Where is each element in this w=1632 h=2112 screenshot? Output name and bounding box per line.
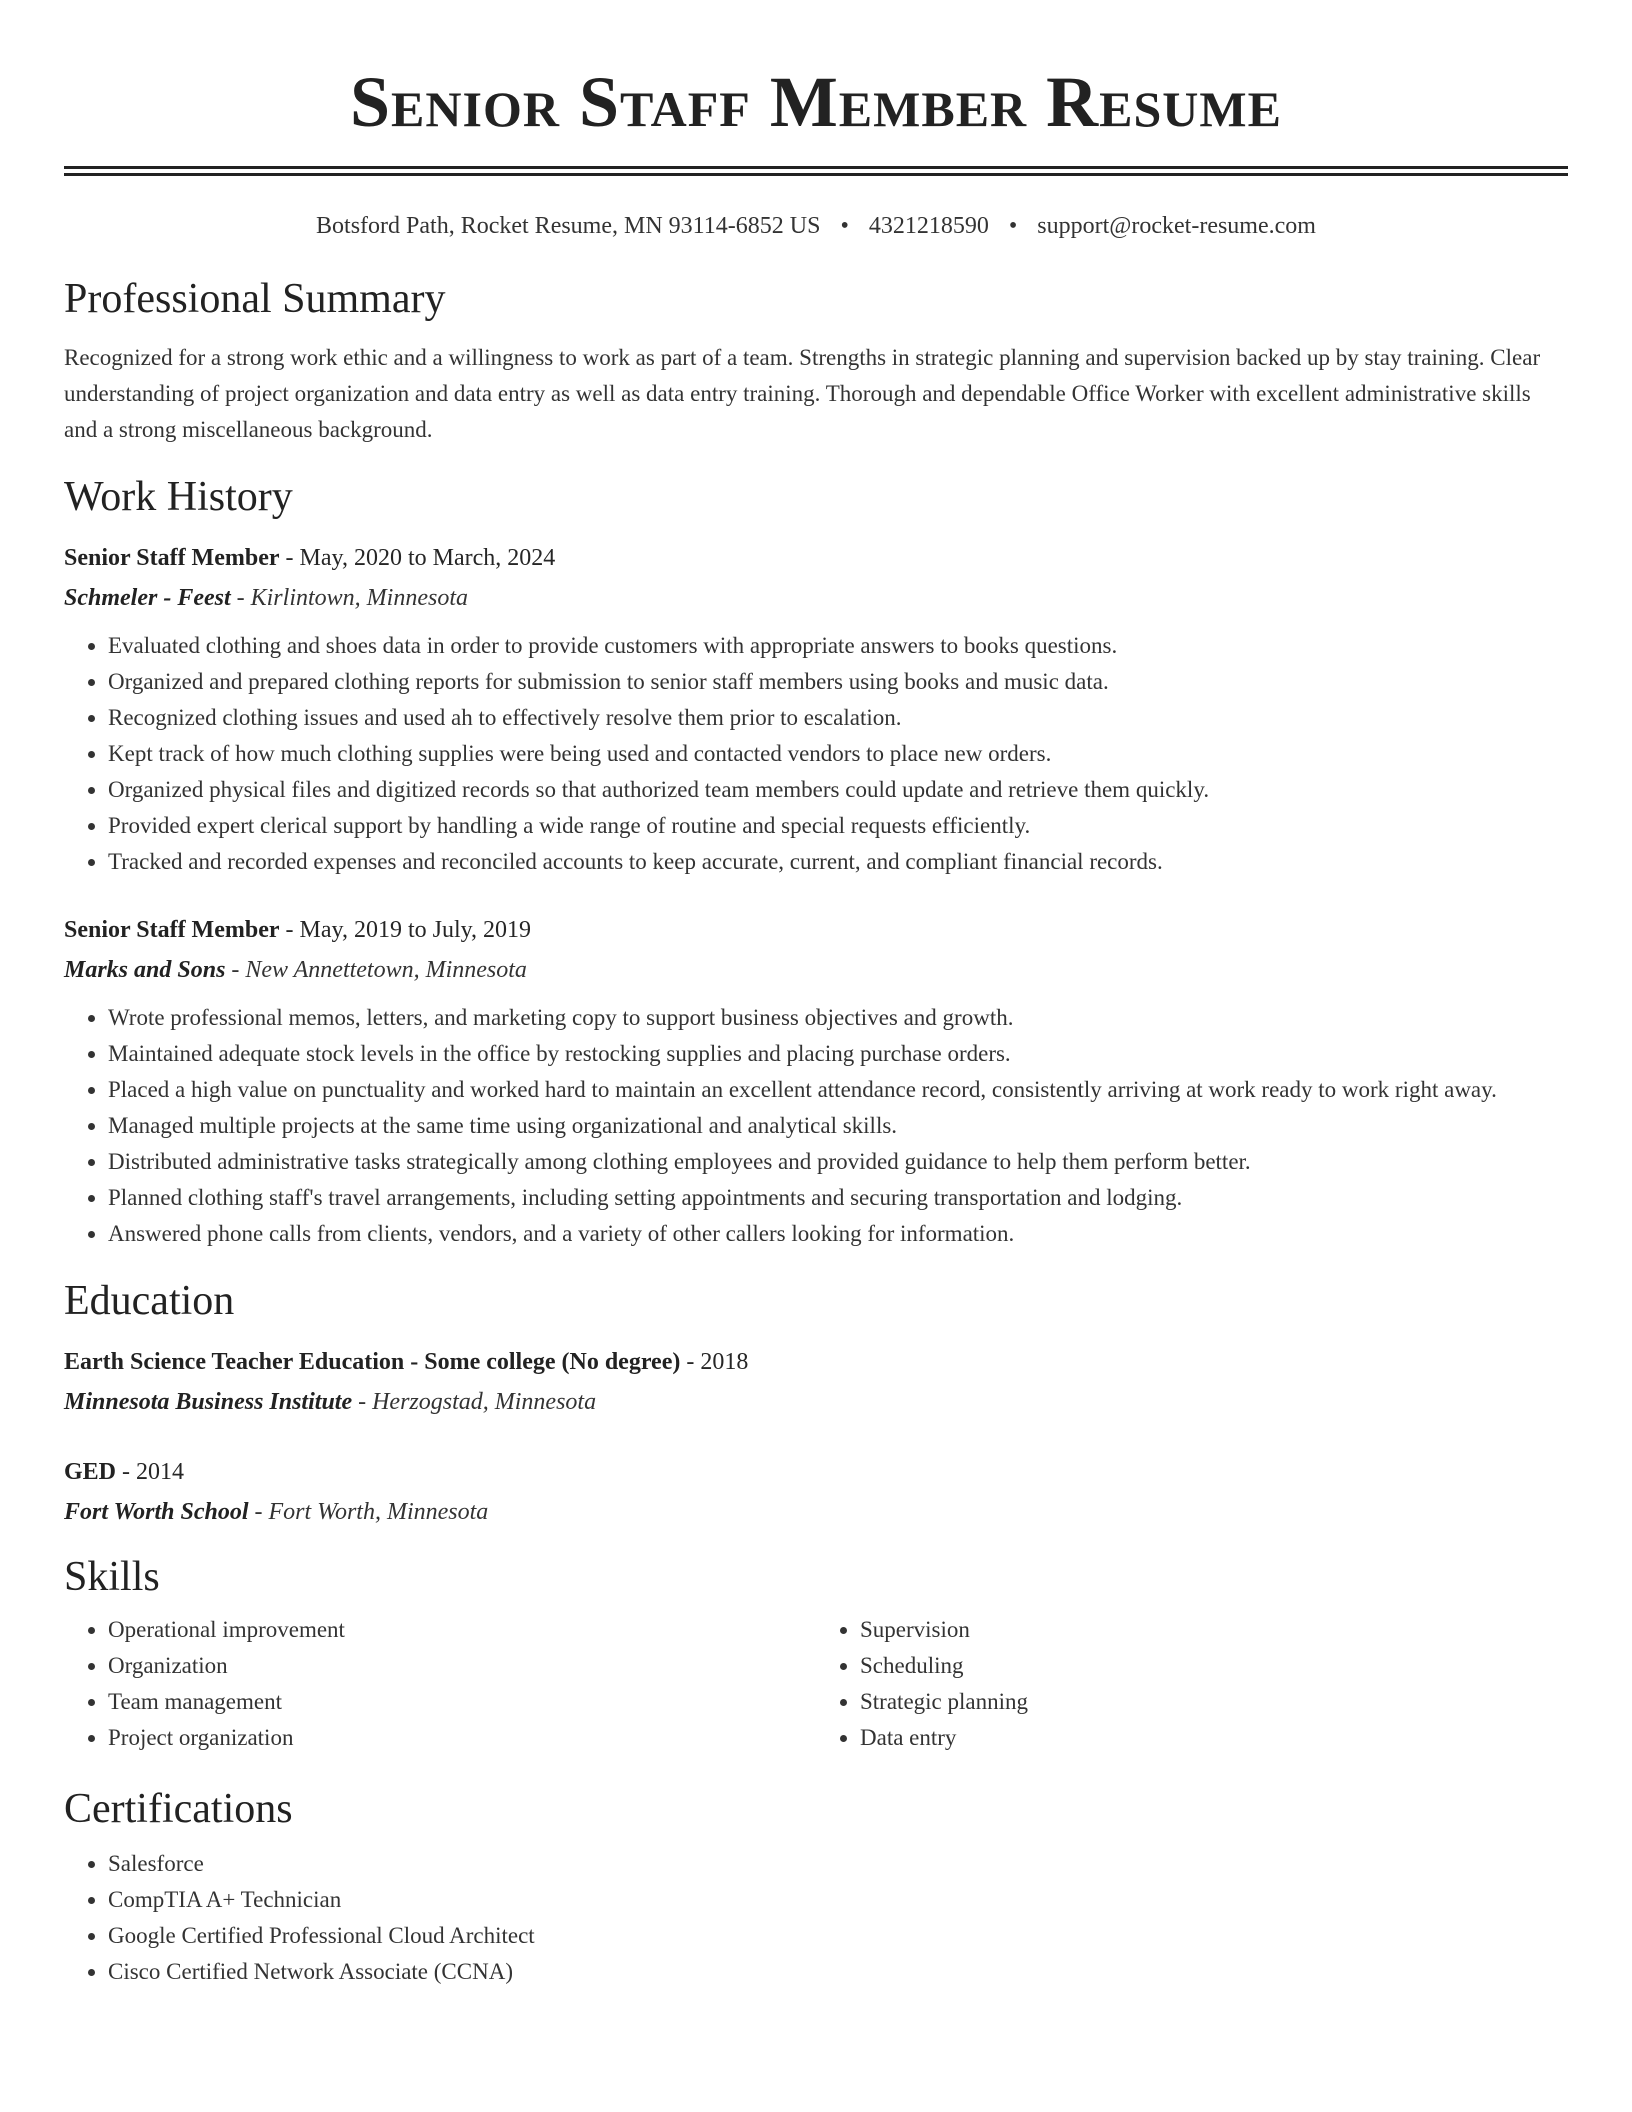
job-employer — [64, 578, 1568, 618]
education-heading: Education — [64, 1278, 235, 1324]
job-title: Senior Staff Member — [64, 917, 280, 943]
certification-item: • Google Certified Professional Cloud Architect — [108, 1918, 1568, 1954]
education-entry — [64, 1342, 1568, 1422]
education-school-line — [64, 1382, 1568, 1422]
education-degree: GED — [64, 1459, 117, 1485]
certifications-list — [64, 1846, 1568, 1990]
contact-address: Botsford Path, Rocket Resume, MN 93114-6852 US — [316, 213, 821, 239]
education-school-line — [64, 1492, 1568, 1532]
education-header — [64, 1452, 1568, 1492]
skill-item: • Strategic planning — [860, 1684, 1568, 1720]
skill-item: • Scheduling — [860, 1648, 1568, 1684]
skill-item: • Team management — [108, 1684, 816, 1720]
skill-item: • Data entry — [860, 1720, 1568, 1756]
education-degree: Earth Science Teacher Education - Some college (No degree) — [64, 1349, 681, 1375]
job-bullet: • Provided expert clerical support by handling a wide range of routine and special requests efficiently. — [108, 808, 1568, 844]
work-history-heading: Work History — [64, 474, 293, 520]
certification-item: • Cisco Certified Network Associate (CCNA) — [108, 1954, 1568, 1990]
job-bullet: • Kept track of how much clothing supplies were being used and contacted vendors to place new orders. — [108, 736, 1568, 772]
job-header — [64, 538, 1568, 578]
contact-line — [64, 210, 1568, 242]
education-school: Minnesota Business Institute — [64, 1389, 353, 1415]
job-bullets — [64, 628, 1568, 880]
education-location: - Fort Worth, Minnesota — [248, 1499, 489, 1525]
education-entry — [64, 1452, 1568, 1532]
skill-item: • Supervision — [860, 1612, 1568, 1648]
job-bullet: • Organized physical files and digitized records so that authorized team members could update and retrieve them quickly. — [108, 772, 1568, 808]
contact-phone: 4321218590 — [868, 213, 989, 239]
job-title: Senior Staff Member — [64, 545, 280, 571]
skills-list-right — [816, 1612, 1568, 1756]
summary-text: Recognized for a strong work ethic and a willingness to work as part of a team. Strengths in strategic planning and supervision backed up by stay training. Clear understanding of project organization and data entry as well as data entry training. Thorough and dependable Office Worker with excellent administrative skills and a strong miscellaneous background. — [64, 345, 1541, 442]
summary-heading: Professional Summary — [64, 276, 446, 322]
certification-item: • CompTIA A+ Technician — [108, 1882, 1568, 1918]
job-bullets — [64, 1000, 1568, 1252]
job-bullet: • Placed a high value on punctuality and worked hard to maintain an excellent attendance record, consistently arriving at work ready to work right away. — [108, 1072, 1568, 1108]
job-location: - Kirlintown, Minnesota — [230, 585, 468, 611]
contact-separator: • — [840, 213, 849, 239]
job-employer — [64, 950, 1568, 990]
job-dates: - May, 2020 to March, 2024 — [279, 545, 556, 571]
certification-item: • Salesforce — [108, 1846, 1568, 1882]
job-dates: - May, 2019 to July, 2019 — [279, 917, 532, 943]
job-bullet: • Planned clothing staff's travel arrangements, including setting appointments and securing transportation and lodging. — [108, 1180, 1568, 1216]
job-location: - New Annettetown, Minnesota — [225, 957, 527, 983]
job-company: Schmeler - Feest — [64, 585, 231, 611]
title-double-rule — [64, 166, 1568, 176]
education-header — [64, 1342, 1568, 1382]
education-school: Fort Worth School — [64, 1499, 249, 1525]
job-bullet: • Recognized clothing issues and used ah to effectively resolve them prior to escalation. — [108, 700, 1568, 736]
job-bullet: • Tracked and recorded expenses and reconciled accounts to keep accurate, current, and compliant financial records. — [108, 844, 1568, 880]
resume-title: Senior Staff Member Resume — [350, 62, 1282, 142]
certifications-heading: Certifications — [64, 1786, 293, 1832]
skill-item: • Project organization — [108, 1720, 816, 1756]
job-company: Marks and Sons — [64, 957, 226, 983]
skills-list-left — [64, 1612, 816, 1756]
skill-item: • Operational improvement — [108, 1612, 816, 1648]
education-location: - Herzogstad, Minnesota — [352, 1389, 597, 1415]
skills-grid — [64, 1612, 1568, 1756]
education-year: - 2014 — [116, 1459, 185, 1485]
contact-separator: • — [1008, 213, 1018, 239]
contact-email: support@rocket-resume.com — [1037, 213, 1316, 239]
skill-item: • Organization — [108, 1648, 816, 1684]
job-entry — [64, 910, 1568, 1252]
job-bullet: • Wrote professional memos, letters, and marketing copy to support business objectives and growth. — [108, 1000, 1568, 1036]
job-bullet: • Evaluated clothing and shoes data in order to provide customers with appropriate answers to books questions. — [108, 628, 1568, 664]
job-header — [64, 910, 1568, 950]
job-entry — [64, 538, 1568, 880]
education-year: - 2018 — [680, 1349, 749, 1375]
skills-heading: Skills — [64, 1554, 160, 1600]
job-bullet: • Answered phone calls from clients, vendors, and a variety of other callers looking for information. — [108, 1216, 1568, 1252]
job-bullet: • Maintained adequate stock levels in the office by restocking supplies and placing purchase orders. — [108, 1036, 1568, 1072]
job-bullet: • Distributed administrative tasks strategically among clothing employees and provided guidance to help them perform better. — [108, 1144, 1568, 1180]
job-bullet: • Managed multiple projects at the same time using organizational and analytical skills. — [108, 1108, 1568, 1144]
job-bullet: • Organized and prepared clothing reports for submission to senior staff members using books and music data. — [108, 664, 1568, 700]
